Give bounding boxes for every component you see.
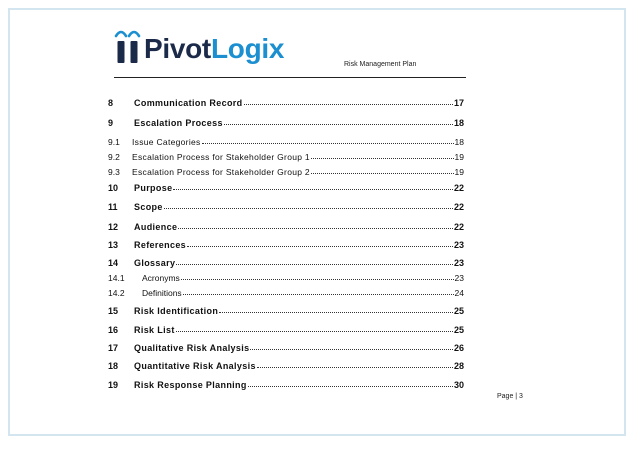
toc-entry-title: Definitions (142, 288, 182, 298)
logo-text-logix: Logix (210, 33, 285, 64)
toc-entry[interactable] (108, 183, 464, 193)
toc-entry-number: 10 (108, 183, 119, 193)
toc-entry-page: 19 (454, 152, 464, 162)
logo-text-pivot: Pivot (144, 33, 211, 64)
toc-entry-page: 22 (453, 202, 464, 212)
toc-dot-leader (187, 246, 453, 247)
toc-entry-page: 24 (454, 288, 464, 298)
toc-entry-page: 18 (453, 118, 464, 128)
toc-entry[interactable] (108, 325, 464, 335)
toc-dot-leader (176, 264, 453, 265)
toc-entry-number: 9.2 (108, 152, 120, 162)
toc-dot-leader (202, 143, 454, 144)
toc-entry-title: Audience (134, 222, 178, 232)
toc-entry-number: 12 (108, 222, 119, 232)
page-number: Page | 3 (497, 393, 523, 400)
toc-entry-title: Communication Record (134, 98, 243, 108)
toc-dot-leader (176, 331, 453, 332)
toc-dot-leader (248, 386, 453, 387)
toc-entry-title: Risk List (134, 325, 175, 335)
toc-dot-leader (244, 104, 453, 105)
toc-dot-leader (173, 189, 453, 190)
toc-entry-page: 23 (454, 273, 464, 283)
toc-entry[interactable] (108, 380, 464, 390)
toc-entry-title: Escalation Process for Stakeholder Group 1 (132, 152, 310, 162)
logo-mark-icon (114, 26, 142, 66)
toc-entry-title: Glossary (134, 258, 176, 268)
toc-entry[interactable] (108, 98, 464, 108)
toc-entry[interactable] (108, 152, 464, 162)
toc-entry-title: Purpose (134, 183, 173, 193)
toc-entry-title: Qualitative Risk Analysis (134, 343, 250, 353)
toc-entry-page: 22 (453, 183, 464, 193)
toc-entry-title: Escalation Process (134, 118, 223, 128)
toc-entry-title: Acronyms (142, 273, 180, 283)
toc-entry[interactable] (108, 137, 464, 147)
toc-entry-number: 19 (108, 380, 119, 390)
toc-entry-title: References (134, 240, 187, 250)
toc-entry-page: 22 (453, 222, 464, 232)
header-rule (114, 77, 466, 78)
logo-wordmark (144, 34, 284, 64)
toc-entry-page: 18 (454, 137, 464, 147)
toc-entry-page: 17 (453, 98, 464, 108)
toc-entry-title: Issue Categories (132, 137, 201, 147)
toc-entry-page: 23 (453, 240, 464, 250)
toc-entry[interactable] (108, 343, 464, 353)
toc-dot-leader (311, 158, 454, 159)
toc-dot-leader (250, 349, 453, 350)
toc-entry-title: Scope (134, 202, 163, 212)
toc-entry-title: Escalation Process for Stakeholder Group 2 (132, 167, 310, 177)
toc-entry-number: 15 (108, 306, 119, 316)
toc-entry-title: Quantitative Risk Analysis (134, 361, 256, 371)
toc-entry-number: 14.1 (108, 273, 125, 283)
toc-entry[interactable] (108, 258, 464, 268)
toc-entry-page: 30 (453, 380, 464, 390)
toc-entry-title: Risk Response Planning (134, 380, 247, 390)
toc-entry[interactable] (108, 118, 464, 128)
toc-entry-title: Risk Identification (134, 306, 219, 316)
toc-entry[interactable] (108, 273, 464, 283)
toc-entry-number: 13 (108, 240, 119, 250)
toc-entry-number: 11 (108, 202, 118, 212)
toc-entry-number: 17 (108, 343, 119, 353)
toc-entry-number: 9.1 (108, 137, 120, 147)
toc-dot-leader (178, 228, 453, 229)
toc-entry-number: 14 (108, 258, 119, 268)
toc-entry-number: 14.2 (108, 288, 125, 298)
toc-entry[interactable] (108, 306, 464, 316)
toc-entry-page: 28 (453, 361, 464, 371)
toc-entry[interactable] (108, 202, 464, 212)
toc-entry-number: 9 (108, 118, 114, 128)
toc-entry-number: 16 (108, 325, 119, 335)
toc-entry[interactable] (108, 222, 464, 232)
toc-dot-leader (181, 279, 454, 280)
toc-dot-leader (311, 173, 454, 174)
toc-entry[interactable] (108, 288, 464, 298)
toc-dot-leader (183, 294, 454, 295)
toc-entry[interactable] (108, 167, 464, 177)
toc-entry-number: 18 (108, 361, 119, 371)
toc-entry-page: 25 (453, 325, 464, 335)
toc-entry[interactable] (108, 361, 464, 371)
toc-dot-leader (224, 124, 453, 125)
toc-dot-leader (164, 208, 453, 209)
document-title: Risk Management Plan (344, 61, 417, 68)
toc-dot-leader (219, 312, 453, 313)
toc-entry-number: 9.3 (108, 167, 120, 177)
toc-entry-page: 19 (454, 167, 464, 177)
toc-entry-page: 25 (453, 306, 464, 316)
toc-entry-number: 8 (108, 98, 114, 108)
toc-entry-page: 23 (453, 258, 464, 268)
toc-entry[interactable] (108, 240, 464, 250)
toc-dot-leader (257, 367, 453, 368)
toc-entry-page: 26 (453, 343, 464, 353)
